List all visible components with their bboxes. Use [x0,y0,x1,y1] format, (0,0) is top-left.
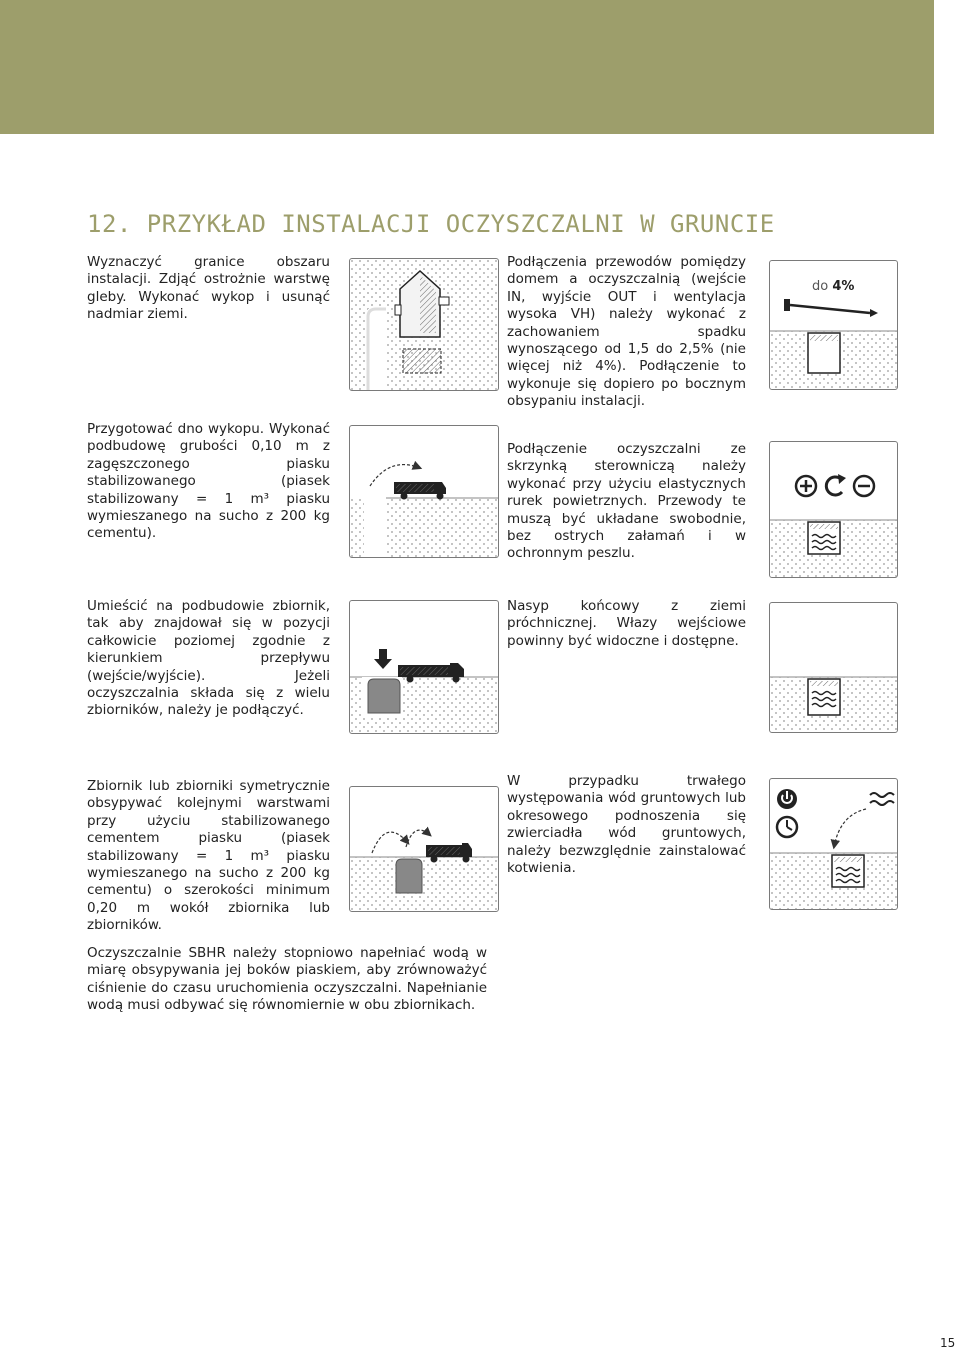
figure-symmetric-fill [349,786,499,912]
tank-outline [368,679,400,713]
clock-icon [777,817,797,837]
final-note-text: Oczyszczalnie SBHR należy stopniowo napełniać wodą w miarę obsypywania jej boków piaskiem, aby zrównoważyć ciśnienie do czasu uruchomienia oczyszczalni. Napełnianie wodą musi odbywać się równomiernie w obu zbiornikach. [87,945,487,1014]
minus-circle-icon [854,476,874,496]
tank-outline [403,349,441,373]
tank-outline [396,859,422,893]
figure-backfill [769,602,898,733]
step-1-text: Wyznaczyć granice obszaru instalacji. Zdjąć ostrożnie warstwę gleby. Wykonać wykop i usunąć nadmiar ziemi. [87,254,330,323]
page-number: 15 [940,1336,956,1350]
truck-icon [394,482,446,500]
step-4-text: Podłączenie oczyszczalni ze skrzynką sterowniczą należy wykonać przy użyciu elastycznych rurek powietrznych. Przewody te muszą być układane swobodnie, bez ostrych załamań i w ochronnym peszlu. [507,441,746,562]
slope-label: do 4% [812,279,855,294]
header-banner [0,0,934,134]
water-waves-icon [870,793,894,805]
step-7-text: Zbiornik lub zbiorniki symetrycznie obsypywać kolejnymi warstwami przy użyciu stabilizowanego cementem piasku (piasek stabilizowany = 1 m³ piasku wymieszanego na sucho z 200 kg cementu) o szerokości minimum 0,20 m wokół zbiornika lub zbiorników. [87,778,330,934]
figure-anchoring [769,778,898,910]
figure-control-box [769,441,898,578]
step-6-text: Nasyp końcowy z ziemi próchnicznej. Włazy wejściowe powinny być widoczne i dostępne. [507,598,746,649]
step-8-text: W przypadku trwałego występowania wód gruntowych lub okresowego podnoszenia się zwierciadła wód gruntowych, należy bezwzględnie zainstalować kotwienia. [507,773,746,877]
refresh-icon [826,474,846,495]
page-title: 12. PRZYKŁAD INSTALACJI OCZYSZCZALNI W GRUNCIE [87,210,775,238]
down-arrow-icon [374,649,392,669]
step-3-text: Przygotować dno wykopu. Wykonać podbudowę grubości 0,10 m z zagęszczonego piasku stabilizowanego (piasek stabilizowany = 1 m³ piasku wymieszanego na sucho z 200 kg cementu). [87,421,330,542]
step-5-text: Umieścić na podbudowie zbiornik, tak aby znajdował się w pozycji całkowicie poziomej zgodnie z kierunkiem przepływu (wejście/wyjście). Jeżeli oczyszczalnia składa się z wielu zbiorników, należy je podłączyć. [87,598,330,719]
power-icon [777,789,797,809]
figure-place-tank [349,600,499,734]
plus-circle-icon [796,476,816,496]
figure-slope [769,260,898,390]
step-2-text: Podłączenia przewodów pomiędzy domem a oczyszczalnią (wejście IN, wyjście OUT i wentylacja wysoka VH) należy wykonać z zachowaniem spadku wynoszącego od 1,5 do 2,5% (nie więcej niż 4%). Podłączenie to wykonuje się dopiero po bocznym obsypaniu instalacji. [507,254,746,410]
figure-excavation [349,258,499,391]
figure-foundation [349,425,499,558]
